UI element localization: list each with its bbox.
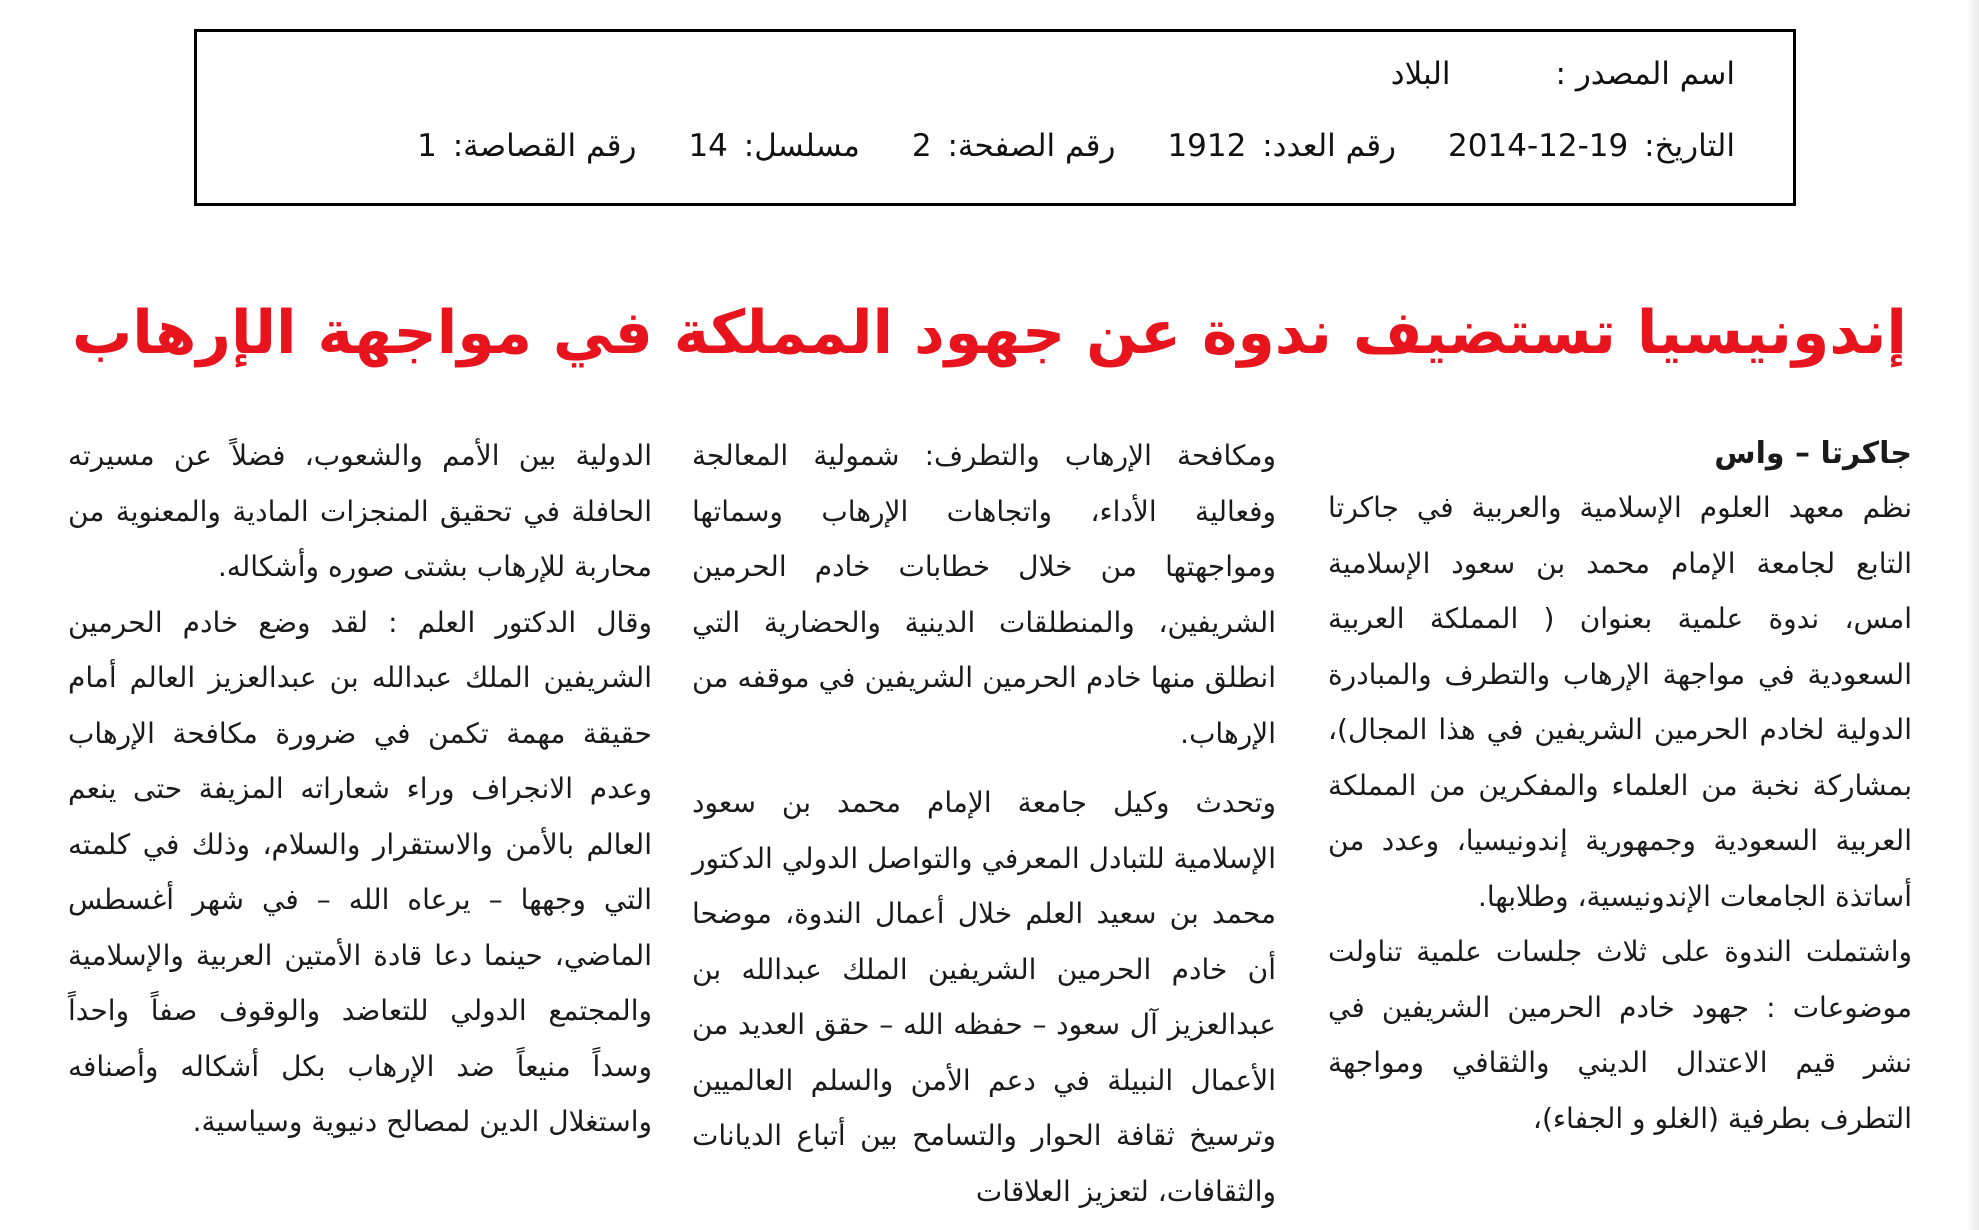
article-body [0,428,1979,1208]
article-dateline: جاكرتا – واس [1714,436,1912,471]
page-label: رقم الصفحة: [947,128,1116,164]
article-column-3 [68,428,652,1150]
date-field [1448,126,1735,166]
article-column-2 [692,428,1276,1219]
clip-field [417,126,636,166]
issue-field [1167,126,1396,166]
article-headline: إندونيسيا تستضيف ندوة عن جهود المملكة في مواجهة الإرهاب [71,298,1907,368]
date-value: 19-12-2014 [1448,128,1629,164]
paragraph: ومكافحة الإرهاب والتطرف: شمولية المعالجة وفعالية الأداء، واتجاهات الإرهاب وسماتها ومواجهتها من خلال خطابات خادم الحرمين الشريفين، والمنطلقات الدينية والحضارية التي انطلق منها خادم الحرمين الشريفين في موقفه من الإرهاب. [692,439,1276,750]
source-name: البلاد [1390,56,1451,92]
clip-label: رقم القصاصة: [452,128,637,164]
paragraph: الدولية بين الأمم والشعوب، فضلاً عن مسيرته الحافلة في تحقيق المنجزات المادية والمعنوية من محاربة للإرهاب بشتى صوره وأشكاله. [68,439,652,583]
serial-field [688,126,859,166]
paragraph: وقال الدكتور العلم : لقد وضع خادم الحرمين الشريفين الملك عبدالله بن عبدالعزيز العالم أمام حقيقة مهمة تكمن في ضرورة مكافحة الإرهاب وعدم الانجراف وراء شعاراته المزيفة حتى ينعم العالم بالأمن والاستقرار والسلام، وذلك في كلمته التي وجهها – يرعاه الله – في شهر أغسطس الماضي، حينما دعا قادة الأمتين العربية والإسلامية والمجتمع الدولي للتعاضد والوقوف صفاً واحداً وسداً منيعاً ضد الإرهاب بكل أشكاله وأصنافه واستغلال الدين لمصالح دنيوية وسياسية. [68,605,652,1138]
serial-value: 14 [688,128,728,164]
clip-value: 1 [417,128,437,164]
page-field [912,126,1116,166]
paragraph: واشتملت الندوة على ثلاث جلسات علمية تناولت موضوعات : جهود خادم الحرمين الشريفين في نشر قيم الاعتدال الديني والثقافي ومواجهة التطرف بطرفية (الغلو و الجفاء)، [1328,935,1912,1135]
article-column-1 [1328,428,1912,1146]
paragraph: وتحدث وكيل جامعة الإمام محمد بن سعود الإسلامية للتبادل المعرفي والتواصل الدولي الدكتور محمد بن سعيد العلم خلال أعمال الندوة، موضحا أن خادم الحرمين الشريفين الملك عبدالله بن عبدالعزيز آل سعود – حفظه الله – حقق العديد من الأعمال النبيلة في دعم الأمن والسلم العالميين وترسيخ ثقافة الحوار والتسامح بين أتباع الديانات والثقافات، لتعزيز العلاقات [692,786,1276,1208]
source-label: اسم المصدر : [1555,56,1735,92]
date-label: التاريخ: [1644,128,1735,164]
publication-details-row [365,126,1735,166]
issue-value: 1912 [1167,128,1247,164]
paragraph: نظم معهد العلوم الإسلامية والعربية في جاكرتا التابع لجامعة الإمام محمد بن سعود الإسلامية امس، ندوة علمية بعنوان ( المملكة العربية السعودية في مواجهة الإرهاب والتطرف والمبادرة الدولية لخادم الحرمين الشريفين في هذا المجال)، بمشاركة نخبة من العلماء والمفكرين من المملكة العربية السعودية وجمهورية إندونيسيا، وعدد من أساتذة الجامعات الإندونيسية، وطلابها. [1328,491,1912,913]
source-info-box [194,29,1796,206]
source-row [1391,54,1735,94]
scan-edge-shadow [1967,0,1979,1230]
issue-label: رقم العدد: [1262,128,1397,164]
page-value: 2 [911,128,932,164]
serial-label: مسلسل: [743,128,860,164]
